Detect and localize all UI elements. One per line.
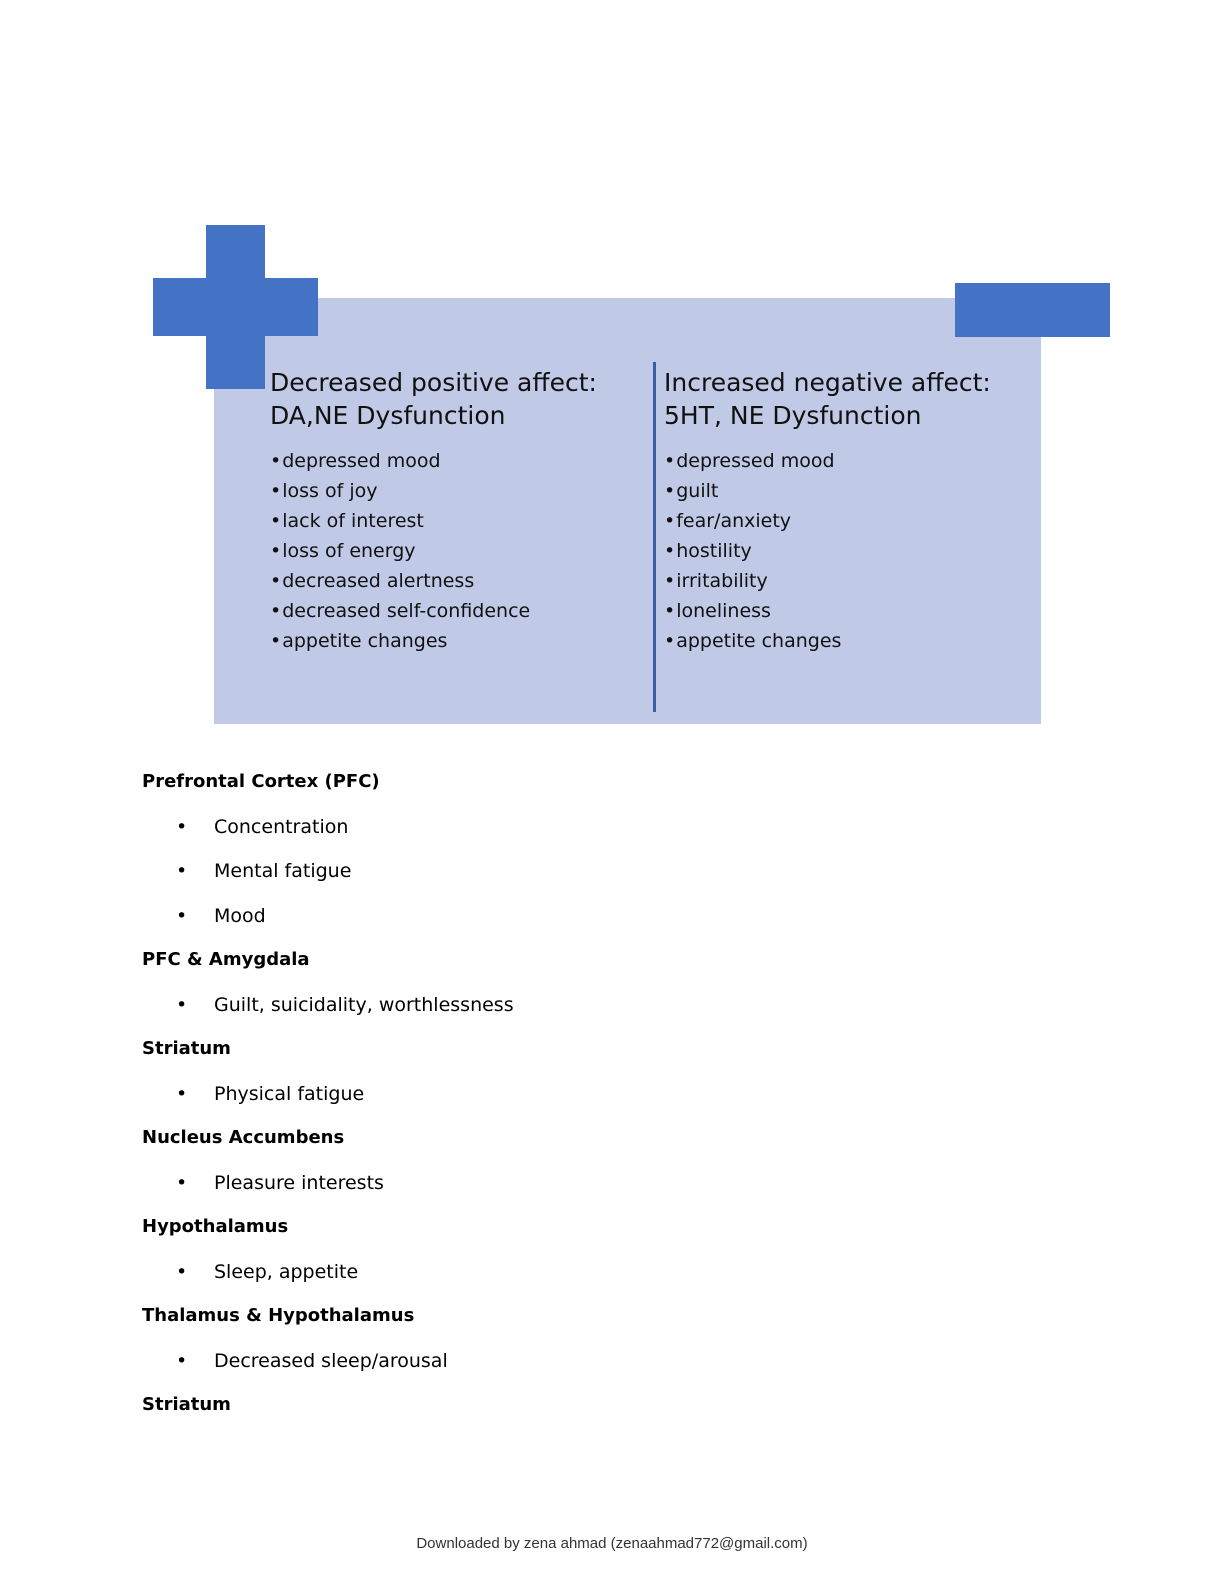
positive-affect-item	[270, 626, 640, 656]
outline-list-item-text: Concentration	[214, 815, 349, 838]
negative-affect-item-text: loneliness	[676, 600, 771, 622]
brain-region-outline	[142, 768, 1042, 1436]
bullet-icon: •	[270, 480, 282, 502]
negative-affect-item	[664, 566, 1034, 596]
negative-affect-item-text: guilt	[676, 480, 719, 502]
bullet-icon: •	[664, 600, 676, 622]
negative-affect-item-text: irritability	[676, 570, 768, 592]
section-heading: Striatum	[142, 1038, 231, 1059]
positive-affect-item	[270, 506, 640, 536]
accent-block	[955, 283, 1110, 337]
negative-affect-item-text: hostility	[676, 540, 752, 562]
outline-list-item	[142, 1258, 1042, 1286]
outline-list-item-text: Mental fatigue	[214, 860, 352, 882]
positive-affect-column	[270, 366, 640, 656]
outline-list-item-text: Pleasure interests	[214, 1171, 384, 1194]
bullet-icon: •	[664, 510, 676, 532]
positive-affect-item-text: lack of interest	[282, 510, 424, 532]
section-heading: Nucleus Accumbens	[142, 1127, 345, 1148]
bullet-icon: •	[176, 904, 188, 927]
bullet-icon: •	[270, 510, 282, 532]
section-heading: PFC & Amygdala	[142, 949, 310, 970]
negative-affect-item	[664, 626, 1034, 656]
bullet-icon: •	[270, 450, 282, 472]
negative-affect-item-text: appetite changes	[676, 630, 842, 652]
bullet-icon: •	[270, 630, 282, 652]
outline-list-item	[142, 1347, 1042, 1375]
positive-affect-list	[270, 446, 640, 656]
negative-affect-item-text: depressed mood	[676, 450, 835, 472]
bullet-icon: •	[270, 600, 282, 622]
positive-affect-item	[270, 536, 640, 566]
bullet-icon: •	[176, 860, 188, 882]
negative-affect-title-line2: 5HT, NE Dysfunction	[664, 401, 922, 430]
bullet-icon: •	[270, 570, 282, 592]
positive-affect-item-text: decreased alertness	[282, 570, 475, 592]
positive-affect-title-line2: DA,NE Dysfunction	[270, 401, 506, 430]
negative-affect-item	[664, 476, 1034, 506]
outline-list-item-text: Physical fatigue	[214, 1082, 365, 1105]
positive-affect-item-text: loss of joy	[282, 480, 378, 502]
positive-affect-item	[270, 476, 640, 506]
plus-shape-horizontal	[153, 278, 318, 336]
section-heading: Striatum	[142, 1394, 231, 1415]
outline-list-item-text: Guilt, suicidality, worthlessness	[214, 993, 514, 1016]
column-divider	[653, 362, 656, 712]
negative-affect-item	[664, 446, 1034, 476]
negative-affect-item	[664, 596, 1034, 626]
outline-list-item-text: Decreased sleep/arousal	[214, 1349, 448, 1372]
section-heading: Prefrontal Cortex (PFC)	[142, 771, 380, 792]
bullet-icon: •	[664, 480, 676, 502]
bullet-icon: •	[176, 1171, 188, 1194]
bullet-icon: •	[664, 540, 676, 562]
positive-affect-item-text: decreased self-confidence	[282, 600, 531, 622]
outline-list-item	[142, 902, 1042, 930]
bullet-icon: •	[176, 1082, 188, 1105]
outline-list-item-text: Sleep, appetite	[214, 1260, 359, 1283]
positive-affect-item	[270, 596, 640, 626]
section-heading: Thalamus & Hypothalamus	[142, 1305, 415, 1326]
bullet-icon: •	[664, 630, 676, 652]
outline-list-item	[142, 857, 1042, 885]
bullet-icon: •	[176, 1349, 188, 1372]
outline-list-item-text: Mood	[214, 904, 266, 927]
negative-affect-title-line1: Increased negative affect:	[664, 368, 991, 397]
positive-affect-item	[270, 446, 640, 476]
positive-affect-item-text: depressed mood	[282, 450, 441, 472]
outline-list-item	[142, 1080, 1042, 1108]
negative-affect-item	[664, 536, 1034, 566]
positive-affect-title	[270, 366, 640, 432]
bullet-icon: •	[176, 993, 188, 1016]
positive-affect-item-text: appetite changes	[282, 630, 448, 652]
outline-list-item	[142, 813, 1042, 841]
section-heading: Hypothalamus	[142, 1216, 289, 1237]
positive-affect-title-line1: Decreased positive affect:	[270, 368, 597, 397]
bullet-icon: •	[270, 540, 282, 562]
download-footer: Downloaded by zena ahmad (zenaahmad772@gmail.com)	[416, 1535, 808, 1552]
negative-affect-title	[664, 366, 1034, 432]
outline-list-item	[142, 1169, 1042, 1197]
outline-list-item	[142, 991, 1042, 1019]
negative-affect-list	[664, 446, 1034, 656]
negative-affect-column	[664, 366, 1034, 656]
negative-affect-item-text: fear/anxiety	[676, 510, 792, 532]
positive-affect-item-text: loss of energy	[282, 540, 416, 562]
bullet-icon: •	[664, 450, 676, 472]
bullet-icon: •	[176, 1260, 188, 1283]
negative-affect-item	[664, 506, 1034, 536]
bullet-icon: •	[664, 570, 676, 592]
bullet-icon: •	[176, 815, 188, 838]
positive-affect-item	[270, 566, 640, 596]
